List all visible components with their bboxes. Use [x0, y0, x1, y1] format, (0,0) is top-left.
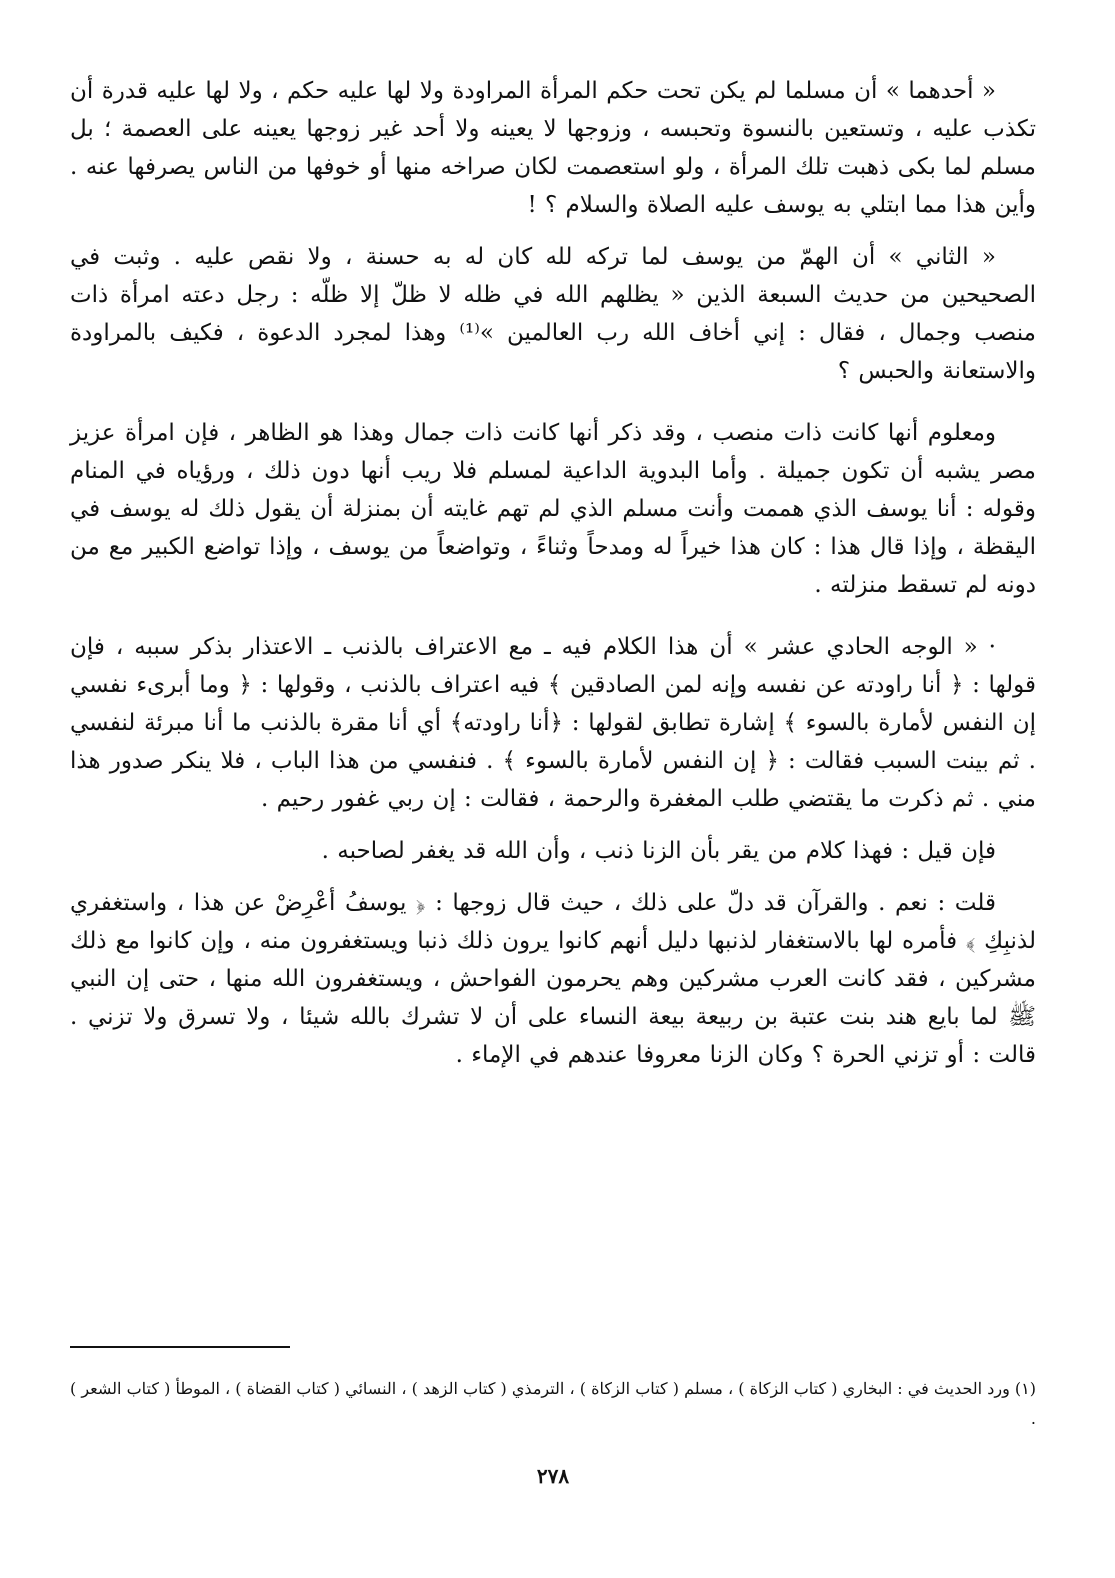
- footnote-divider: [70, 1346, 290, 1348]
- paragraph-second-reason: « الثاني » أن الهمّ من يوسف لما تركه لله كان له به حسنة ، ولا نقص عليه . وثبت في الصحيحين من حديث السبعة الذين « يظلهم الله في ظله لا ظلّ إلا ظلّه : رجل دعته امرأة ذات منصب وجمال ، فقال : إني أخاف الله رب العالمين »⁽¹⁾ وهذا لمجرد الدعوة ، فكيف بالمراودة والاستعانة والحبس ؟: [70, 244, 1036, 384]
- paragraph-reply: قلت : نعم . والقرآن قد دلّ على ذلك ، حيث قال زوجها : ﴿ يوسفُ أعْرِضْ عن هذا ، واستغفري لذنبِكِ ﴾ فأمره لها بالاستغفار لذنبها دليل أنهم كانوا يرون ذلك ذنبا ويستغفرون منه ، وإن كانوا مع ذلك مشركين ، فقد كانت العرب مشركين وهم يحرمون الفواحش ، ويستغفرون الله منها ، حتى إن النبي ﷺ لما بايع هند بنت عتبة بن ربيعة بيعة النساء على أن لا تشرك بالله شيئا ، ولا تسرق ولا تزني . قالت : أو تزني الحرة ؟ وكان الزنا معروفا عندهم في الإماء .: [70, 890, 1036, 1068]
- paragraph-eleventh-aspect: · « الوجه الحادي عشر » أن هذا الكلام فيه ـ مع الاعتراف بالذنب ـ الاعتذار بذكر سببه ، فإن قولها : ﴿ أنا راودته عن نفسه وإنه لمن الصادقين ﴾ فيه اعتراف بالذنب ، وقولها : ﴿ وما أبرىء نفسي إن النفس لأمارة بالسوء ﴾ إشارة تطابق لقولها : ﴿أنا راودته﴾ أي أنا مقرة بالذنب ما أنا مبرئة لنفسي . ثم بينت السبب فقالت : ﴿ إن النفس لأمارة بالسوء ﴾ . فنفسي من هذا الباب ، فلا ينكر صدور هذا مني . ثم ذكرت ما يقتضي طلب المغفرة والرحمة ، فقالت : إن ربي غفور رحيم .: [70, 634, 1036, 812]
- footnote: (١) ورد الحديث في : البخاري ( كتاب الزكاة ) ، مسلم ( كتاب الزكاة ) ، الترمذي ( كتاب الزهد ) ، النسائي ( كتاب القضاة ) ، الموطأ ( كتاب الشعر ) .: [70, 1379, 1036, 1428]
- paragraph-objection: فإن قيل : فهذا كلام من يقر بأن الزنا ذنب ، وأن الله قد يغفر لصاحبه .: [321, 838, 996, 864]
- book-page: [70, 72, 1036, 1552]
- paragraph-known-status: ومعلوم أنها كانت ذات منصب ، وقد ذكر أنها كانت ذات جمال وهذا هو الظاهر ، فإن امرأة عزيز مصر يشبه أن تكون جميلة . وأما البدوية الداعية لمسلم فلا ريب أنها دون ذلك ، ورؤياه في المنام وقوله : أنا يوسف الذي هممت وأنت مسلم الذي لم تهم غايته أن بمنزلة أن يقول ذلك له يوسف في اليقظة ، وإذا قال هذا : كان هذا خيراً له ومدحاً وثناءً ، وتواضعاً من يوسف ، وإذا تواضع الكبير مع من دونه لم تسقط منزلته .: [70, 420, 1036, 598]
- page-number: ٢٧٨: [536, 1464, 570, 1488]
- paragraph-first-reason: « أحدهما » أن مسلما لم يكن تحت حكم المرأة المراودة ولا لها عليه حكم ، ولا لها عليه قدرة أن تكذب عليه ، وتستعين بالنسوة وتحبسه ، وزوجها لا يعينه ولا أحد غير زوجها يعينه على العصمة ؛ بل مسلم لما بكى ذهبت تلك المرأة ، ولو استعصمت لكان صراخه منها أو خوفها من الناس يصرفها عنه . وأين هذا مما ابتلي به يوسف عليه الصلاة والسلام ؟ !: [70, 78, 1036, 218]
